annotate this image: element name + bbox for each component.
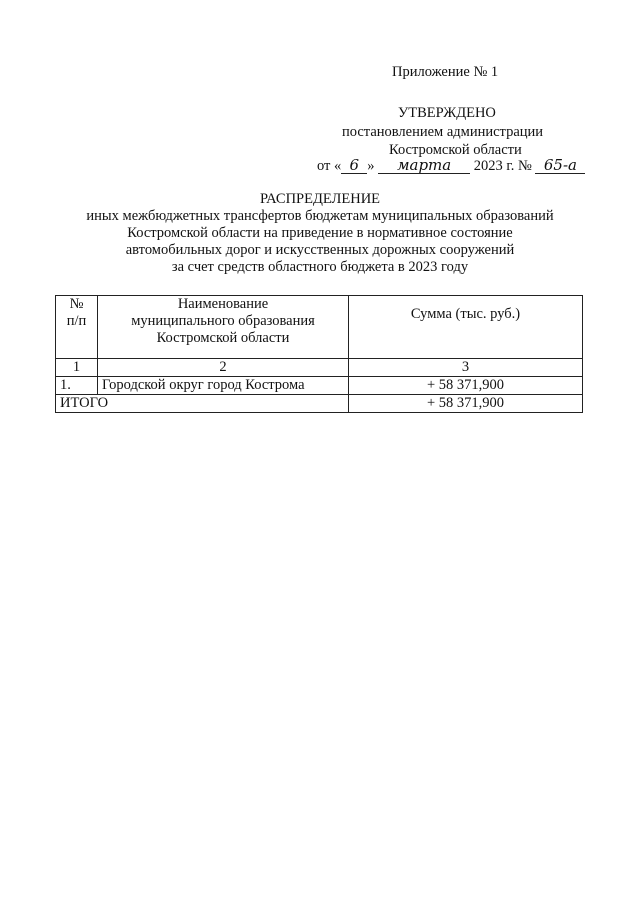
- total-row: [56, 395, 583, 413]
- header-name-line3: Костромской области: [156, 330, 290, 346]
- column-number: 1: [56, 359, 98, 377]
- header-num-line2: п/п: [66, 313, 87, 329]
- title-line3: автомобильных дорог и искусственных дорожных сооружений: [125, 242, 515, 258]
- date-month: марта: [378, 158, 470, 174]
- header-amount: Сумма (тыс. руб.): [349, 296, 583, 359]
- column-number: 3: [349, 359, 583, 377]
- approved-by-line1: постановлением администрации: [342, 124, 544, 140]
- date-prefix: от «: [317, 158, 342, 174]
- date-year: 2023 г. №: [473, 158, 532, 174]
- row-name: Городской округ город Кострома: [98, 377, 349, 395]
- row-num: 1.: [56, 377, 98, 395]
- total-amount: + 58 371,900: [349, 395, 583, 413]
- title-heading: РАСПРЕДЕЛЕНИЕ: [259, 191, 381, 207]
- title-line1: иных межбюджетных трансфертов бюджетам муниципальных образований: [86, 208, 554, 224]
- total-label: ИТОГО: [56, 395, 349, 413]
- header-name-line1: Наименование: [177, 296, 269, 312]
- title-line2: Костромской области на приведение в нормативное состояние: [127, 225, 513, 241]
- approved-label: УТВЕРЖДЕНО: [398, 105, 496, 121]
- approval-date-line: [317, 158, 585, 175]
- header-name: [98, 296, 349, 359]
- header-num-line1: №: [69, 296, 84, 312]
- row-amount: + 58 371,900: [349, 377, 583, 395]
- approved-by-line2: Костромской области: [389, 142, 522, 158]
- column-number-row: [56, 359, 583, 377]
- header-name-line2: муниципального образования: [131, 313, 315, 329]
- resolution-number: 65-а: [535, 158, 585, 174]
- date-mid: »: [367, 158, 375, 174]
- header-num: [56, 296, 98, 359]
- document-title: [60, 191, 580, 276]
- date-day: 6: [341, 158, 367, 174]
- title-line4: за счет средств областного бюджета в 2023 году: [171, 259, 469, 275]
- table-row: [56, 377, 583, 395]
- table-header-row: [56, 296, 583, 359]
- appendix-label: Приложение № 1: [392, 64, 499, 80]
- column-number: 2: [98, 359, 349, 377]
- distribution-table: [55, 295, 583, 413]
